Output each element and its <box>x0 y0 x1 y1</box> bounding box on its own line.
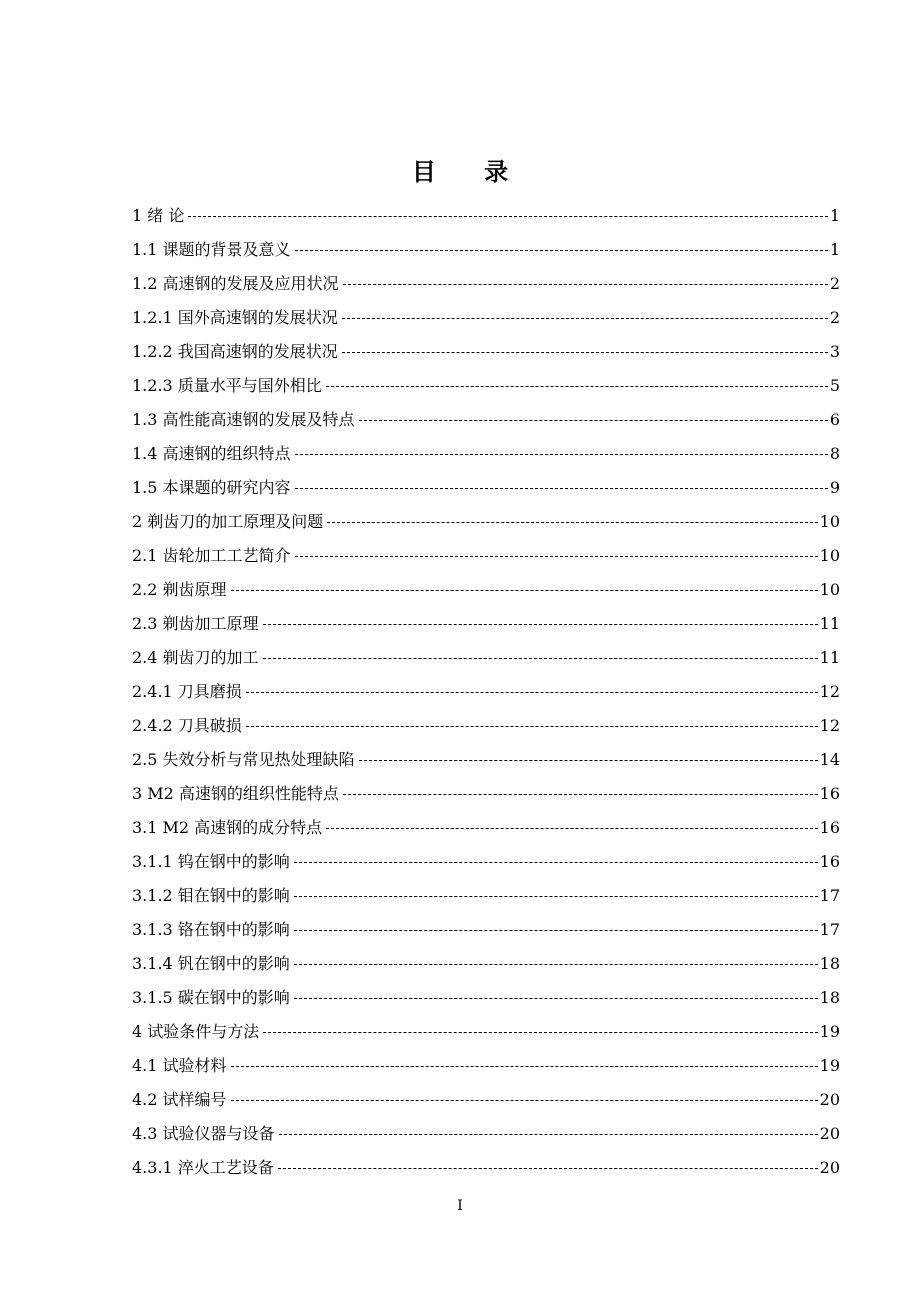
toc-entry-page-number: 20 <box>819 1090 840 1109</box>
toc-dot-leader <box>327 522 817 523</box>
toc-entry[interactable] <box>132 1145 840 1179</box>
toc-entry[interactable] <box>132 737 840 771</box>
toc-entry[interactable] <box>132 1111 840 1145</box>
toc-entry-page-number: 1 <box>829 240 840 259</box>
toc-entry-label: 1.1 课题的背景及意义 <box>132 240 291 259</box>
toc-entry[interactable] <box>132 941 840 975</box>
toc-entry[interactable] <box>132 397 840 431</box>
toc-dot-leader <box>263 658 818 659</box>
toc-entry-label: 2.4.2 刀具破损 <box>132 716 242 735</box>
toc-entry-label: 1.2.3 质量水平与国外相比 <box>132 376 322 395</box>
toc-entry-page-number: 11 <box>819 614 840 633</box>
toc-entry[interactable] <box>132 261 840 295</box>
toc-entry-page-number: 9 <box>829 478 840 497</box>
page-title: 目 录 <box>411 157 529 186</box>
toc-entry-page-number: 19 <box>819 1022 840 1041</box>
toc-dot-leader <box>343 284 828 285</box>
toc-entry-page-number: 19 <box>819 1056 840 1075</box>
toc-entry[interactable] <box>132 669 840 703</box>
toc-dot-leader <box>294 930 818 931</box>
page-footer-number: I <box>457 1198 463 1214</box>
toc-entry-label: 3 M2 高速钢的组织性能特点 <box>132 784 339 803</box>
toc-entry-label: 4.3 试验仪器与设备 <box>132 1124 275 1143</box>
toc-dot-leader <box>295 250 828 251</box>
toc-entry[interactable] <box>132 363 840 397</box>
toc-entry-page-number: 10 <box>819 546 840 565</box>
toc-entry-page-number: 18 <box>819 988 840 1007</box>
toc-dot-leader <box>279 1134 818 1135</box>
toc-entry-label: 1.2.2 我国高速钢的发展状况 <box>132 342 338 361</box>
toc-entry-label: 2 剃齿刀的加工原理及问题 <box>132 512 324 531</box>
toc-dot-leader <box>231 1100 818 1101</box>
toc-entry-page-number: 3 <box>829 342 840 361</box>
toc-entry-label: 1 绪 论 <box>132 206 185 225</box>
toc-entry-page-number: 2 <box>829 308 840 327</box>
toc-entry-label: 4.1 试验材料 <box>132 1056 227 1075</box>
toc-entry-label: 3.1.5 碳在钢中的影响 <box>132 988 290 1007</box>
toc-entry-page-number: 1 <box>829 206 840 225</box>
toc-entry-label: 2.4.1 刀具磨损 <box>132 682 242 701</box>
toc-dot-leader <box>343 794 818 795</box>
toc-entry[interactable] <box>132 329 840 363</box>
toc-entry-label: 1.3 高性能高速钢的发展及特点 <box>132 410 355 429</box>
toc-entry[interactable] <box>132 873 840 907</box>
toc-dot-leader <box>294 998 818 999</box>
toc-entry-label: 3.1.4 钒在钢中的影响 <box>132 954 290 973</box>
toc-entry-page-number: 2 <box>829 274 840 293</box>
toc-entry-label: 2.1 齿轮加工工艺简介 <box>132 546 291 565</box>
toc-dot-leader <box>188 216 827 217</box>
toc-dot-leader <box>295 556 818 557</box>
toc-entry[interactable] <box>132 975 840 1009</box>
toc-entry-page-number: 16 <box>819 818 840 837</box>
toc-entry-page-number: 18 <box>819 954 840 973</box>
toc-entry-label: 2.2 剃齿原理 <box>132 580 227 599</box>
toc-entry-label: 1.5 本课题的研究内容 <box>132 478 291 497</box>
toc-dot-leader <box>359 760 818 761</box>
toc-entry-label: 3.1.3 铬在钢中的影响 <box>132 920 290 939</box>
toc-entry[interactable] <box>132 1043 840 1077</box>
toc-dot-leader <box>294 964 818 965</box>
toc-dot-leader <box>263 1032 817 1033</box>
toc-entry[interactable] <box>132 907 840 941</box>
toc-entry-page-number: 12 <box>819 716 840 735</box>
toc-entry-page-number: 17 <box>819 920 840 939</box>
toc-entry[interactable] <box>132 227 840 261</box>
toc-entry[interactable] <box>132 193 840 227</box>
toc-dot-leader <box>294 862 818 863</box>
toc-dot-leader <box>231 590 818 591</box>
toc-entry-label: 3.1.1 钨在钢中的影响 <box>132 852 290 871</box>
toc-dot-leader <box>342 318 828 319</box>
toc-entry-page-number: 10 <box>819 512 840 531</box>
toc-entry[interactable] <box>132 839 840 873</box>
toc-entry-page-number: 8 <box>829 444 840 463</box>
toc-entry[interactable] <box>132 601 840 635</box>
toc-entry-page-number: 17 <box>819 886 840 905</box>
toc-entry[interactable] <box>132 635 840 669</box>
toc-entry[interactable] <box>132 431 840 465</box>
toc-dot-leader <box>294 896 818 897</box>
toc-dot-leader <box>359 420 828 421</box>
toc-dot-leader <box>246 726 818 727</box>
toc-entry[interactable] <box>132 703 840 737</box>
toc-entry-label: 3.1 M2 高速钢的成分特点 <box>132 818 323 837</box>
toc-dot-leader <box>295 454 828 455</box>
toc-entry-label: 2.3 剃齿加工原理 <box>132 614 259 633</box>
toc-entry-page-number: 12 <box>819 682 840 701</box>
toc-dot-leader <box>278 1168 818 1169</box>
toc-dot-leader <box>295 488 828 489</box>
toc-entry-page-number: 11 <box>819 648 840 667</box>
toc-entry-page-number: 20 <box>819 1158 840 1177</box>
toc-entry-page-number: 16 <box>819 784 840 803</box>
toc-entry-page-number: 20 <box>819 1124 840 1143</box>
toc-entry-label: 2.4 剃齿刀的加工 <box>132 648 259 667</box>
toc-dot-leader <box>231 1066 818 1067</box>
toc-entry-label: 1.4 高速钢的组织特点 <box>132 444 291 463</box>
toc-dot-leader <box>246 692 818 693</box>
toc-entry-label: 3.1.2 钼在钢中的影响 <box>132 886 290 905</box>
toc-entry-label: 1.2 高速钢的发展及应用状况 <box>132 274 339 293</box>
toc-entry[interactable] <box>132 499 840 533</box>
toc-entry[interactable] <box>132 771 840 805</box>
toc-entry-page-number: 5 <box>829 376 840 395</box>
toc-entry-label: 4.3.1 淬火工艺设备 <box>132 1158 274 1177</box>
toc-entry[interactable] <box>132 1009 840 1043</box>
toc-entry[interactable] <box>132 295 840 329</box>
toc-dot-leader <box>326 386 828 387</box>
table-of-contents <box>132 193 840 1179</box>
toc-dot-leader <box>263 624 818 625</box>
toc-dot-leader <box>342 352 828 353</box>
toc-entry[interactable] <box>132 567 840 601</box>
toc-entry[interactable] <box>132 465 840 499</box>
toc-entry[interactable] <box>132 533 840 567</box>
toc-entry-page-number: 14 <box>819 750 840 769</box>
toc-entry-page-number: 16 <box>819 852 840 871</box>
toc-entry-page-number: 6 <box>829 410 840 429</box>
toc-entry[interactable] <box>132 1077 840 1111</box>
toc-entry-page-number: 10 <box>819 580 840 599</box>
toc-dot-leader <box>326 828 817 829</box>
toc-entry-label: 4 试验条件与方法 <box>132 1022 260 1041</box>
toc-entry-label: 2.5 失效分析与常见热处理缺陷 <box>132 750 355 769</box>
toc-entry-label: 1.2.1 国外高速钢的发展状况 <box>132 308 338 327</box>
toc-entry-label: 4.2 试样编号 <box>132 1090 227 1109</box>
toc-entry[interactable] <box>132 805 840 839</box>
